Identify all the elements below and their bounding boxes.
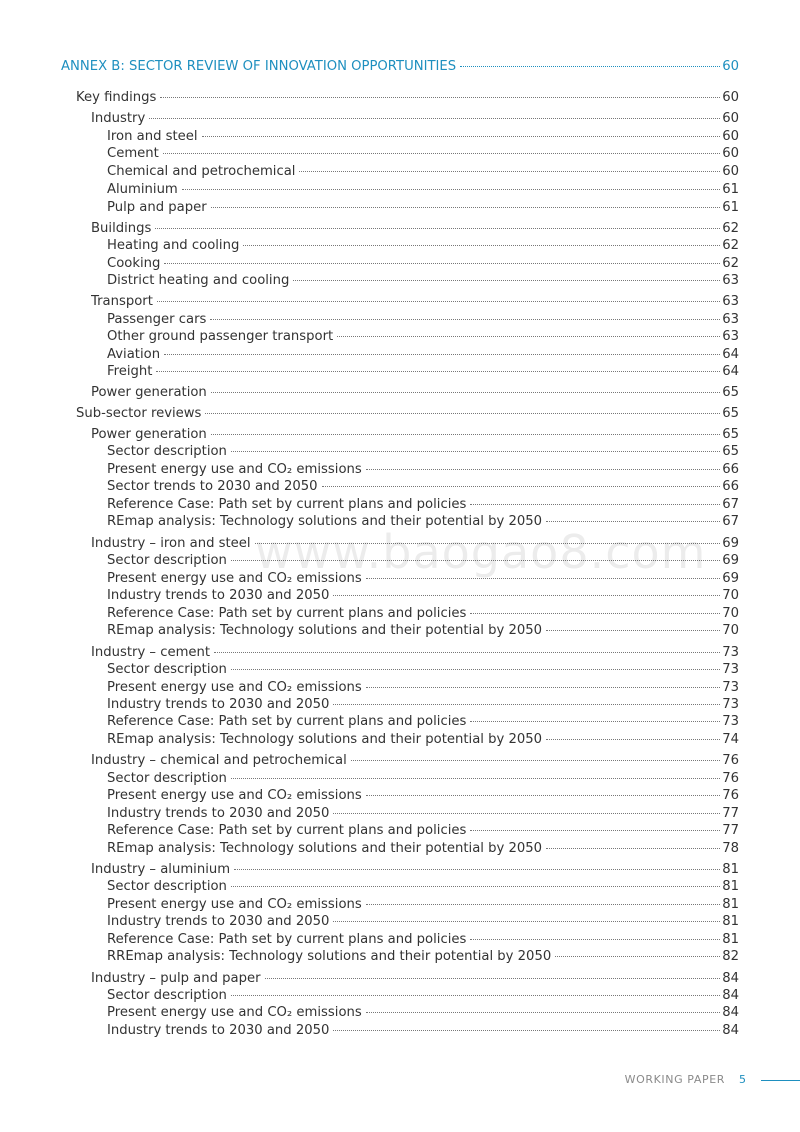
toc-dot-leader	[366, 687, 720, 688]
toc-page-number: 81	[722, 914, 739, 929]
toc-entry[interactable]	[107, 732, 739, 747]
toc-entry-title: Industry trends to 2030 and 2050	[107, 588, 330, 603]
toc-entry-title: Iron and steel	[107, 129, 198, 144]
toc-entry-title: Present energy use and CO₂ emissions	[107, 1005, 362, 1020]
toc-entry[interactable]	[107, 697, 739, 712]
toc-dot-leader	[211, 434, 720, 435]
toc-entry[interactable]	[107, 806, 739, 821]
toc-entry-title: Sector description	[107, 662, 227, 677]
toc-entry-title: Cement	[107, 146, 159, 161]
toc-dot-leader	[366, 469, 720, 470]
toc-entry-title: Industry – cement	[91, 645, 211, 660]
toc-page-number: 62	[722, 238, 739, 253]
toc-entry-title: REmap analysis: Technology solutions and their potential by 2050	[107, 841, 543, 856]
toc-entry-title: Cooking	[107, 256, 161, 271]
toc-entry-title: ANNEX B: SECTOR REVIEW OF INNOVATION OPPORTUNITIES	[61, 59, 457, 74]
toc-page-number: 84	[722, 988, 739, 1003]
toc-dot-leader	[211, 207, 721, 208]
toc-entry-title: Industry – pulp and paper	[91, 971, 261, 986]
toc-page-number: 73	[722, 680, 739, 695]
toc-page-number: 67	[722, 497, 739, 512]
toc-entry-title: Present energy use and CO₂ emissions	[107, 788, 362, 803]
toc-page-number: 74	[722, 732, 739, 747]
toc-dot-leader	[470, 504, 720, 505]
toc-dot-leader	[155, 228, 720, 229]
toc-entry[interactable]	[107, 588, 739, 603]
toc-entry-title: RREmap analysis: Technology solutions and their potential by 2050	[107, 949, 552, 964]
toc-entry[interactable]	[107, 841, 739, 856]
toc-entry-title: REmap analysis: Technology solutions and their potential by 2050	[107, 623, 543, 638]
toc-entry-title: Chemical and petrochemical	[107, 164, 296, 179]
toc-dot-leader	[470, 939, 720, 940]
toc-page-number: 66	[722, 479, 739, 494]
toc-entry-title: Sector description	[107, 444, 227, 459]
toc-entry-title: Sector description	[107, 771, 227, 786]
toc-entry-title: Aviation	[107, 347, 161, 362]
toc-dot-leader	[333, 704, 720, 705]
toc-page-number: 73	[722, 645, 739, 660]
toc-dot-leader	[366, 795, 720, 796]
toc-entry[interactable]	[91, 385, 739, 400]
toc-page-number: 84	[722, 971, 739, 986]
toc-dot-leader	[460, 66, 720, 67]
toc-entry[interactable]	[107, 146, 739, 161]
toc-dot-leader	[182, 189, 720, 190]
toc-page-number: 73	[722, 662, 739, 677]
watermark: www.baogao8.com	[255, 525, 707, 579]
toc-page-number: 76	[722, 788, 739, 803]
toc-entry-title: Present energy use and CO₂ emissions	[107, 462, 362, 477]
toc-dot-leader	[293, 280, 720, 281]
toc-entry[interactable]	[76, 90, 739, 105]
toc-entry-title: Present energy use and CO₂ emissions	[107, 571, 362, 586]
toc-entry-title: Industry – aluminium	[91, 862, 231, 877]
toc-page-number: 61	[722, 182, 739, 197]
toc-entry-title: Industry	[91, 111, 146, 126]
toc-dot-leader	[231, 669, 720, 670]
toc-entry-title: Reference Case: Path set by current plans and policies	[107, 497, 467, 512]
toc-entry[interactable]	[107, 680, 739, 695]
toc-entry[interactable]	[107, 312, 739, 327]
toc-dot-leader	[333, 1030, 720, 1031]
toc-page-number: 63	[722, 329, 739, 344]
toc-page-number: 69	[722, 553, 739, 568]
toc-page-number: 78	[722, 841, 739, 856]
toc-entry-title: Pulp and paper	[107, 200, 207, 215]
toc-page-number: 63	[722, 312, 739, 327]
toc-entry-title: Sector trends to 2030 and 2050	[107, 479, 318, 494]
toc-entry[interactable]	[107, 553, 739, 568]
toc-entry[interactable]	[91, 111, 739, 126]
toc-dot-leader	[333, 595, 720, 596]
toc-page-number: 67	[722, 514, 739, 529]
toc-entry-title: Transport	[91, 294, 153, 309]
toc-entry-title: Sub-sector reviews	[76, 406, 202, 421]
toc-entry[interactable]	[107, 771, 739, 786]
toc-entry-title: Reference Case: Path set by current plans and policies	[107, 823, 467, 838]
toc-entry[interactable]	[76, 406, 739, 421]
toc-dot-leader	[366, 904, 720, 905]
toc-dot-leader	[231, 995, 720, 996]
toc-entry-title: Industry trends to 2030 and 2050	[107, 1023, 330, 1038]
toc-entry[interactable]	[107, 932, 739, 947]
toc-page-number: 60	[722, 129, 739, 144]
toc-page-number: 65	[722, 406, 739, 421]
footer-label: WORKING PAPER	[624, 1073, 725, 1086]
toc-dot-leader	[211, 392, 720, 393]
toc-entry-title: Heating and cooling	[107, 238, 240, 253]
toc-page-number: 60	[722, 146, 739, 161]
toc-page-number: 66	[722, 462, 739, 477]
toc-page-number: 62	[722, 256, 739, 271]
toc-entry[interactable]	[107, 479, 739, 494]
toc-page-number: 73	[722, 697, 739, 712]
toc-dot-leader	[333, 813, 720, 814]
toc-entry[interactable]	[107, 347, 739, 362]
toc-dot-leader	[164, 263, 720, 264]
toc-page-number: 70	[722, 623, 739, 638]
toc-entry-title: Sector description	[107, 553, 227, 568]
toc-entry[interactable]	[107, 897, 739, 912]
toc-entry[interactable]	[107, 914, 739, 929]
toc-entry-title: Reference Case: Path set by current plans and policies	[107, 932, 467, 947]
toc-page-number: 81	[722, 897, 739, 912]
toc-entry[interactable]	[107, 1023, 739, 1038]
toc-entry[interactable]	[91, 862, 739, 877]
toc-entry-title: Industry – iron and steel	[91, 536, 251, 551]
toc-page-number: 77	[722, 806, 739, 821]
toc-entry-title: Power generation	[91, 385, 207, 400]
toc-dot-leader	[231, 886, 720, 887]
toc-dot-leader	[160, 97, 720, 98]
toc-page-number: 81	[722, 879, 739, 894]
toc-entry[interactable]	[107, 514, 739, 529]
footer-rule	[761, 1080, 800, 1081]
toc-page-number: 65	[722, 427, 739, 442]
toc-entry-title: Industry trends to 2030 and 2050	[107, 697, 330, 712]
toc-dot-leader	[202, 136, 721, 137]
toc-dot-leader	[243, 245, 720, 246]
toc-page-number: 69	[722, 536, 739, 551]
toc-entry-title: Passenger cars	[107, 312, 207, 327]
toc-dot-leader	[156, 371, 720, 372]
toc-entry-title: Reference Case: Path set by current plans and policies	[107, 714, 467, 729]
toc-entry[interactable]	[91, 645, 739, 660]
toc-page-number: 60	[722, 164, 739, 179]
toc-entry-title: Power generation	[91, 427, 207, 442]
toc-entry-title: Other ground passenger transport	[107, 329, 334, 344]
page-number: 5	[739, 1073, 746, 1086]
toc-entry[interactable]	[107, 879, 739, 894]
toc-dot-leader	[470, 721, 720, 722]
toc-entry[interactable]	[91, 294, 739, 309]
toc-dot-leader	[470, 830, 720, 831]
toc-page-number: 65	[722, 385, 739, 400]
toc-dot-leader	[546, 630, 720, 631]
toc-page-number: 69	[722, 571, 739, 586]
page-footer	[0, 1073, 800, 1089]
toc-entry[interactable]	[107, 949, 739, 964]
toc-entry-title: Sector description	[107, 879, 227, 894]
toc-entry[interactable]	[107, 823, 739, 838]
toc-dot-leader	[546, 848, 720, 849]
toc-entry[interactable]	[107, 714, 739, 729]
toc-page-number: 60	[722, 90, 739, 105]
toc-entry[interactable]	[107, 164, 739, 179]
toc-page-number: 84	[722, 1023, 739, 1038]
toc-entry[interactable]	[107, 182, 739, 197]
toc-page-number: 73	[722, 714, 739, 729]
toc-dot-leader	[231, 560, 720, 561]
toc-entry-title: Key findings	[76, 90, 157, 105]
toc-dot-leader	[366, 578, 720, 579]
toc-entry[interactable]	[107, 571, 739, 586]
toc-page-number: 76	[722, 771, 739, 786]
toc-page-number: 64	[722, 364, 739, 379]
toc-dot-leader	[366, 1012, 720, 1013]
toc-page-number: 70	[722, 606, 739, 621]
toc-entry[interactable]	[107, 623, 739, 638]
toc-dot-leader	[205, 413, 720, 414]
toc-page-number: 70	[722, 588, 739, 603]
toc-entry[interactable]	[91, 971, 739, 986]
toc-page-number: 63	[722, 273, 739, 288]
toc-page-number: 81	[722, 862, 739, 877]
toc-entry-title: Freight	[107, 364, 153, 379]
toc-page-number: 84	[722, 1005, 739, 1020]
toc-entry[interactable]	[91, 221, 739, 236]
toc-entry[interactable]	[107, 273, 739, 288]
toc-page-number: 60	[722, 111, 739, 126]
toc-dot-leader	[265, 978, 721, 979]
toc-entry[interactable]	[107, 238, 739, 253]
toc-entry[interactable]	[107, 988, 739, 1003]
toc-entry-title: Industry – chemical and petrochemical	[91, 753, 347, 768]
toc-entry-title: REmap analysis: Technology solutions and their potential by 2050	[107, 732, 543, 747]
toc-entry[interactable]	[107, 788, 739, 803]
toc-entry-title: Industry trends to 2030 and 2050	[107, 914, 330, 929]
toc-page-number: 82	[722, 949, 739, 964]
toc-entry-title: Industry trends to 2030 and 2050	[107, 806, 330, 821]
toc-page-number: 77	[722, 823, 739, 838]
toc-entry[interactable]	[91, 427, 739, 442]
toc-page-number: 64	[722, 347, 739, 362]
toc-entry[interactable]	[107, 662, 739, 677]
toc-page-number: 81	[722, 932, 739, 947]
toc-page-number: 61	[722, 200, 739, 215]
toc-entry-title: District heating and cooling	[107, 273, 290, 288]
toc-page-number: 63	[722, 294, 739, 309]
toc-entry-title: Aluminium	[107, 182, 178, 197]
toc-entry[interactable]	[107, 256, 739, 271]
toc-entry-title: Present energy use and CO₂ emissions	[107, 897, 362, 912]
toc-dot-leader	[546, 521, 720, 522]
toc-dot-leader	[255, 543, 721, 544]
toc-dot-leader	[149, 118, 720, 119]
toc-entry[interactable]	[107, 606, 739, 621]
toc-dot-leader	[214, 652, 720, 653]
toc-entry-title: Sector description	[107, 988, 227, 1003]
toc-entry[interactable]	[107, 462, 739, 477]
toc-dot-leader	[163, 153, 720, 154]
toc-dot-leader	[231, 778, 720, 779]
toc-page-number: 60	[722, 59, 739, 74]
toc-entry[interactable]	[107, 1005, 739, 1020]
toc-entry[interactable]	[107, 497, 739, 512]
toc-page-number: 65	[722, 444, 739, 459]
toc-entry[interactable]	[107, 444, 739, 459]
toc-dot-leader	[322, 486, 721, 487]
toc-dot-leader	[210, 319, 720, 320]
toc-entry[interactable]	[107, 329, 739, 344]
toc-entry-title: Present energy use and CO₂ emissions	[107, 680, 362, 695]
toc-dot-leader	[164, 354, 720, 355]
toc-entry[interactable]	[107, 364, 739, 379]
toc-entry[interactable]	[91, 753, 739, 768]
toc-dot-leader	[337, 336, 720, 337]
toc-dot-leader	[470, 613, 720, 614]
toc-dot-leader	[231, 451, 720, 452]
toc-dot-leader	[157, 301, 720, 302]
toc-entry[interactable]	[107, 200, 739, 215]
toc-entry[interactable]	[107, 129, 739, 144]
toc-dot-leader	[234, 869, 720, 870]
toc-dot-leader	[351, 760, 720, 761]
toc-page-number: 62	[722, 221, 739, 236]
toc-entry[interactable]	[91, 536, 739, 551]
toc-dot-leader	[333, 921, 720, 922]
toc-entry-title: REmap analysis: Technology solutions and their potential by 2050	[107, 514, 543, 529]
toc-entry-title: Reference Case: Path set by current plans and policies	[107, 606, 467, 621]
toc-dot-leader	[299, 171, 720, 172]
toc-dot-leader	[546, 739, 720, 740]
toc-entry-title: Buildings	[91, 221, 152, 236]
toc-annex-heading[interactable]	[61, 59, 739, 74]
toc-page-number: 76	[722, 753, 739, 768]
toc-dot-leader	[555, 956, 720, 957]
